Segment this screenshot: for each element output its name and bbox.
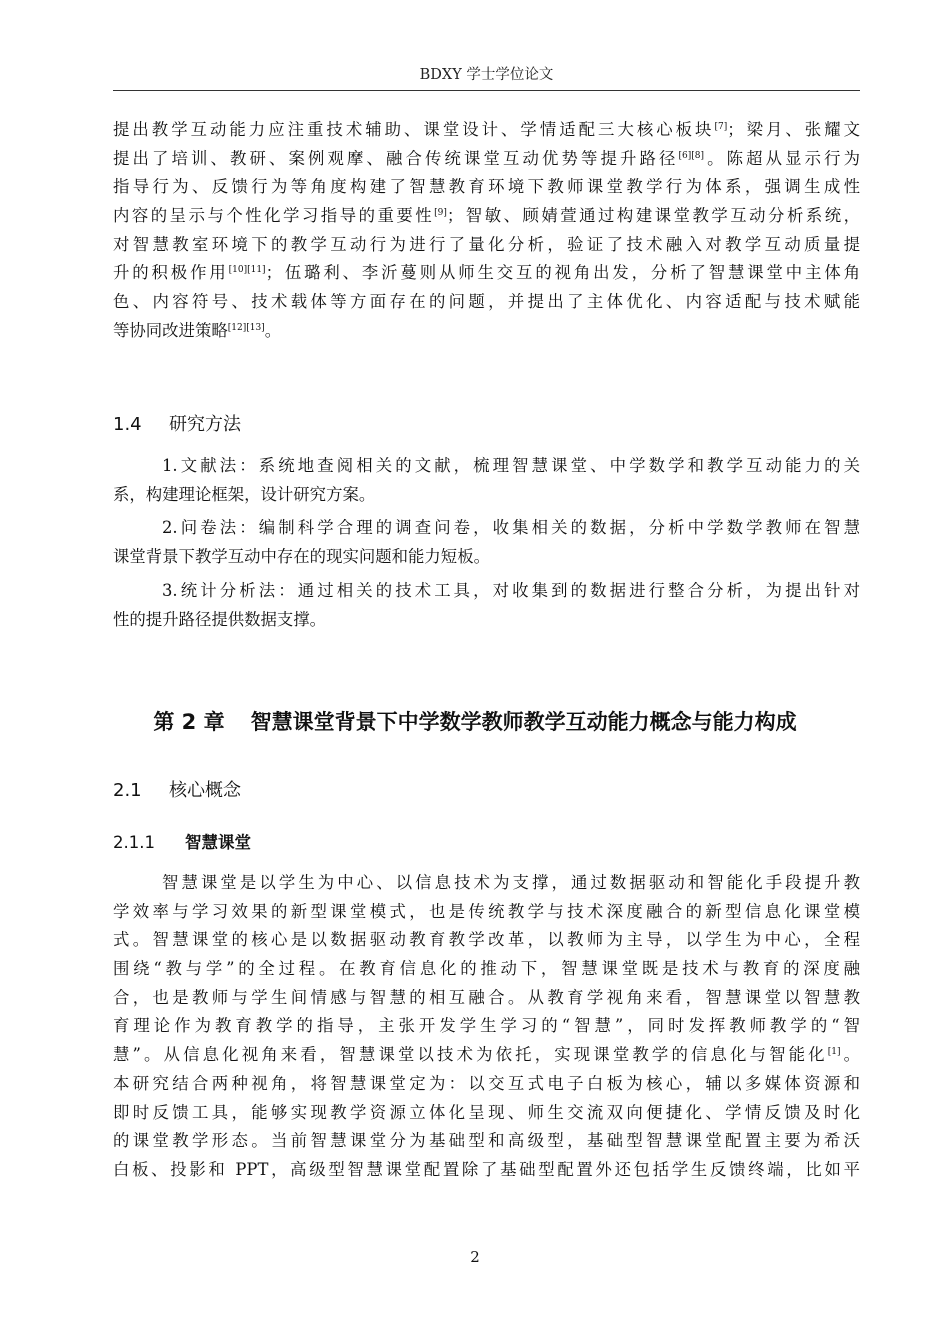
subsection-number: 2.1.1 [113, 833, 155, 852]
section-heading-2-1 [113, 778, 241, 804]
text-line: 式。智慧课堂的核心是以数据驱动教育教学改革，以教师为主导，以学生为中心，全程 [113, 930, 860, 950]
citation: [7] [714, 122, 728, 132]
text-line: 3.统计分析法：通过相关的技术工具，对收集到的数据进行整合分析，为提出针对 [162, 581, 860, 600]
text-line: 提出教学互动能力应注重技术辅助、课堂设计、学情适配三大核心板块[7]；梁月、张耀文 [113, 120, 860, 139]
method-statistics [113, 577, 860, 634]
subsection-title: 智慧课堂 [185, 833, 251, 852]
text-line: 即时反馈工具，能够实现教学资源立体化呈现、师生交流双向便捷化、学情反馈及时化 [113, 1102, 860, 1122]
intro-paragraph [113, 116, 860, 346]
chapter-number: 第 2 章 [153, 710, 225, 734]
text-line: 升的积极作用[10][11]；伍璐利、李沂蔓则从师生交互的视角出发，分析了智慧课堂中主体角 [113, 263, 860, 283]
smart-classroom-paragraph [113, 869, 860, 1185]
citation: [10][11] [228, 265, 266, 276]
section-number: 1.4 [113, 414, 142, 435]
text-line: 2.问卷法：编制科学合理的调查问卷，收集相关的数据，分析中学数学教师在智慧 [162, 518, 860, 537]
text-line: 白板、投影和 PPT，高级型智慧课堂配置除了基础型配置外还包括学生反馈终端，比如平 [113, 1159, 860, 1179]
text-line: 性的提升路径提供数据支撑。 [113, 609, 327, 629]
subsection-heading-2-1-1 [113, 831, 251, 855]
method-questionnaire [113, 514, 860, 571]
text-line: 课堂背景下教学互动中存在的现实问题和能力短板。 [113, 546, 490, 566]
page-number: 2 [470, 1248, 480, 1266]
text-line: 内容的呈示与个性化学习指导的重要性[9]；智敏、顾婧萱通过构建课堂教学互动分析系统， [113, 206, 860, 226]
text-line: 色、内容符号、技术载体等方面存在的问题，并提出了主体优化、内容适配与技术赋能 [113, 292, 860, 312]
text-line: 学效率与学习效果的新型课堂模式，也是传统教学与技术深度融合的新型信息化课堂模 [113, 901, 860, 921]
text-line: 慧”。从信息化视角来看，智慧课堂以技术为依托，实现课堂教学的信息化与智能化[1]。 [113, 1045, 860, 1065]
chapter-title: 智慧课堂背景下中学数学教师教学互动能力概念与能力构成 [250, 710, 797, 734]
text-line: 本研究结合两种视角，将智慧课堂定为：以交互式电子白板为核心，辅以多媒体资源和 [113, 1073, 860, 1093]
section-number: 2.1 [113, 780, 142, 801]
text-line: 等协同改进策略[12][13]。 [113, 320, 282, 340]
citation: [12][13] [227, 322, 265, 333]
running-header: BDXY 学士学位论文 [419, 67, 554, 83]
text-line: 系，构建理论框架，设计研究方案。 [113, 484, 376, 504]
text-line: 指导行为、反馈行为等角度构建了智慧教育环境下教师课堂教学行为体系，强调生成性 [113, 177, 860, 197]
citation: [9] [434, 208, 447, 219]
section-title: 核心概念 [169, 780, 241, 801]
method-literature [113, 452, 860, 509]
citation: [1] [827, 1047, 841, 1058]
citation: [6][8] [678, 150, 704, 161]
text-line: 对智慧教室环境下的教学互动行为进行了量化分析，验证了技术融入对教学互动质量提 [113, 234, 860, 254]
text-line: 的课堂教学形态。当前智慧课堂分为基础型和高级型，基础型智慧课堂配置主要为希沃 [113, 1131, 860, 1151]
text-line: 1.文献法：系统地查阅相关的文献，梳理智慧课堂、中学数学和教学互动能力的关 [162, 456, 860, 475]
section-title: 研究方法 [169, 414, 241, 435]
text-line: 智慧课堂是以学生为中心、以信息技术为支撑，通过数据驱动和智能化手段提升教 [162, 873, 860, 892]
text-line: 围绕“教与学”的全过程。在教育信息化的推动下，智慧课堂既是技术与教育的深度融 [113, 959, 860, 979]
chapter-heading [0, 706, 950, 738]
text-line: 育理论作为教育教学的指导，主张开发学生学习的“智慧”，同时发挥教师教学的“智 [113, 1016, 860, 1036]
text-line: 合，也是教师与学生间情感与智慧的相互融合。从教育学视角来看，智慧课堂以智慧教 [113, 987, 860, 1007]
text-line: 提出了培训、教研、案例观摩、融合传统课堂互动优势等提升路径[6][8]。陈超从显示行为 [113, 148, 860, 168]
section-heading-1-4 [113, 412, 241, 438]
header-rule [113, 90, 860, 91]
